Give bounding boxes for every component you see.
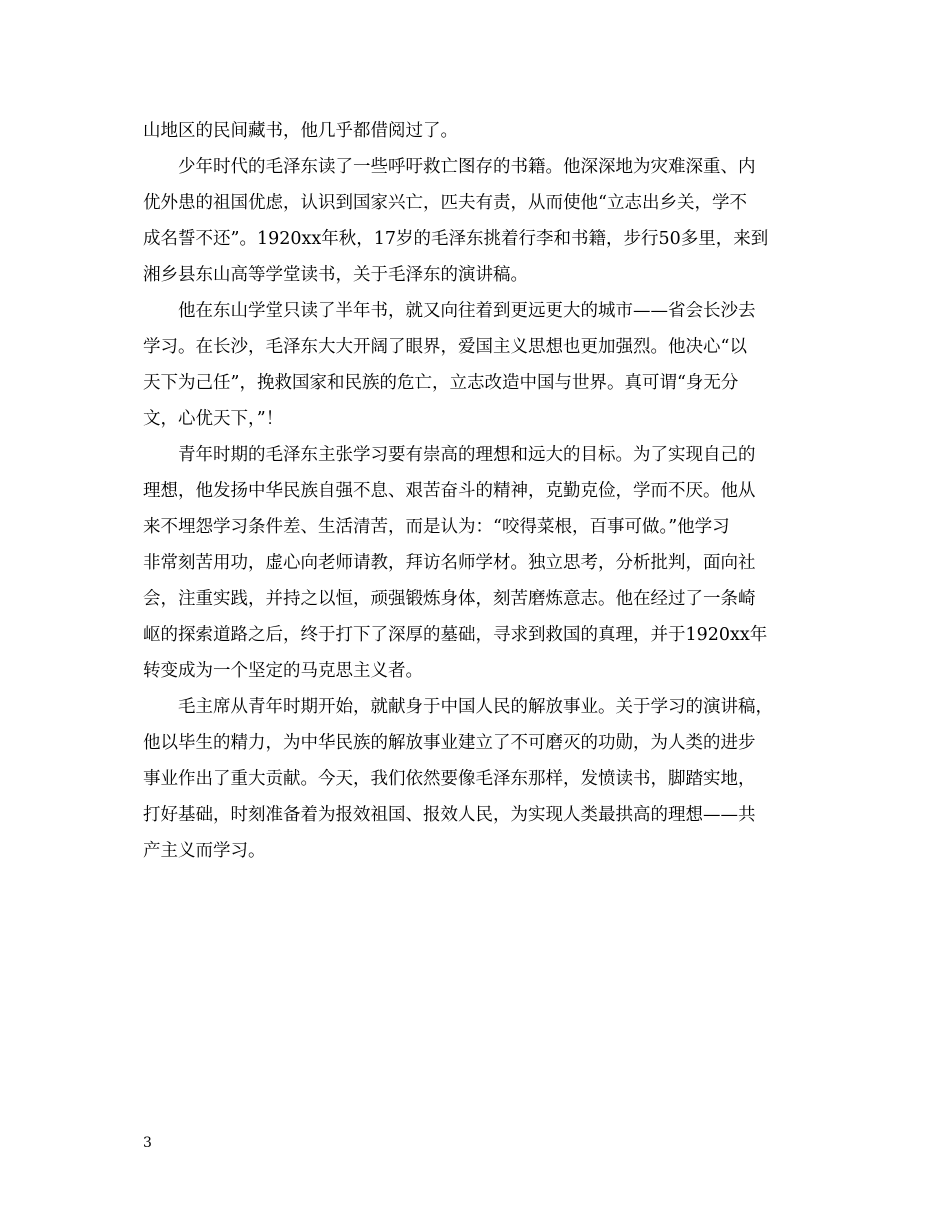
text-line: 岖的探索道路之后，终于打下了深厚的墓础，寻求到救国的真理，并于1920xx年 [143,625,768,645]
text-line: 打好基础，时刻准备着为报效祖国、报效人民，为实现人类最拱高的理想——共 [143,805,756,825]
text-line: 他以毕生的精力，为中华民族的解放事业建立了不可磨灭的功勋，为人类的进步 [143,733,756,753]
text-line: 他在东山学堂只读了半年书，就又向往着到更远更大的城市——省会长沙去 [178,301,756,321]
text-line: 理想，他发扬中华民族自强不息、艰苦奋斗的精神，克勤克俭，学而不厌。他从 [143,481,756,501]
text-line: 文，心优天下，”！ [143,409,284,429]
text-line: 会，注重实践，并持之以恒，顽强锻炼身体，刻苦磨炼意志。他在经过了一条崎 [143,589,756,609]
page-number: 3 [143,1135,152,1151]
body-text [143,113,805,869]
text-line: 湘乡县东山高等学堂读书，关于毛泽东的演讲稿。 [143,265,528,285]
text-line: 事业作出了重大贡献。今天，我们依然要像毛泽东那样，发愤读书，脚踏实地， [143,769,756,789]
text-line: 毛主席从青年时期开始，就献身于中国人民的解放事业。关于学习的演讲稿， [178,697,773,717]
text-line: 非常刻苦用功，虚心向老师请教，拜访名师学材。独立思考，分析批判，面向社 [143,553,756,573]
text-line: 少年时代的毛泽东读了一些呼吁救亡图存的书籍。他深深地为灾难深重、内 [178,157,756,177]
text-line: 成名誓不还”。1920xx年秋，17岁的毛泽东挑着行李和书籍，步行50多里，来到 [143,229,769,249]
text-line: 来不埋怨学习条件差、生活清苦，而是认为：“咬得菜根，百事可做。”他学习 [143,517,730,537]
text-line: 产主义而学习。 [143,841,266,861]
text-line: 优外患的祖国优虑，认识到国家兴亡，匹夫有责，从而使他“立志出乡关，学不 [143,193,747,213]
text-line: 青年时期的毛泽东主张学习要有崇高的理想和远大的目标。为了实现自己的 [178,445,756,465]
text-line: 山地区的民间藏书，他几乎都借阅过了。 [143,121,458,141]
text-line: 转变成为一个坚定的马克思主义者。 [143,661,423,681]
text-line: 学习。在长沙，毛泽东大大开阔了眼界，爱国主义思想也更加强烈。他决心“以 [143,337,747,357]
text-line: 天下为己任”，挽救国家和民族的危亡，立志改造中国与世界。真可谓“身无分 [143,373,739,393]
